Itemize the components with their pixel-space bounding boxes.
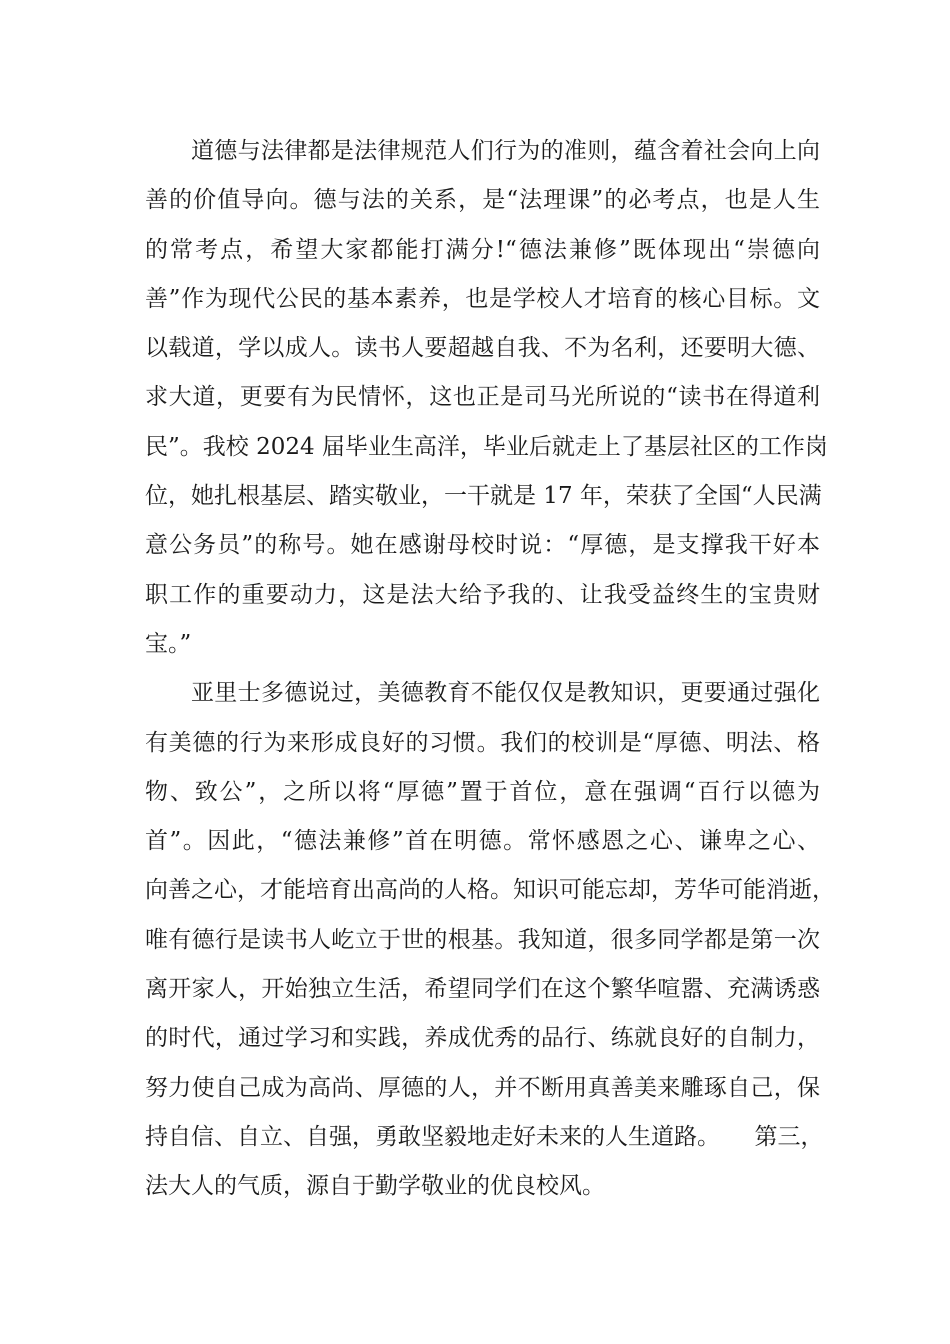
text-line: 的时代，通过学习和实践，养成优秀的品行、练就良好的自制力， — [145, 1025, 820, 1052]
text-line: 向善之心，才能培育出高尚的人格。知识可能忘却，芳华可能消逝， — [145, 877, 835, 904]
paragraph-2 — [145, 669, 835, 1211]
text-line: 唯有德行是读书人屹立于世的根基。我知道，很多同学都是第一次 — [145, 926, 820, 953]
text-line: 努力使自己成为高尚、厚德的人，并不断用真善美来雕琢自己，保 — [145, 1074, 820, 1101]
text-line: 宝。” — [145, 630, 192, 657]
text-line: 亚里士多德说过，美德教育不能仅仅是教知识，更要通过强化 — [191, 680, 820, 707]
text-line: 意公务员”的称号。她在感谢母校时说：“厚德，是支撑我干好本 — [145, 532, 820, 559]
text-line: 位，她扎根基层、踏实敬业，一干就是 17 年，荣获了全国“人民满 — [145, 483, 822, 510]
text-line: 民”。我校 2024 届毕业生高洋，毕业后就走上了基层社区的工作岗 — [145, 433, 828, 460]
text-line: 求大道，更要有为民情怀，这也正是司马光所说的“读书在得道利 — [145, 384, 820, 411]
text-line: 离开家人，开始独立生活，希望同学们在这个繁华喧嚣、充满诱惑 — [145, 976, 820, 1003]
text-line: 善”作为现代公民的基本素养，也是学校人才培育的核心目标。文 — [145, 285, 820, 312]
text-line: 职工作的重要动力，这是法大给予我的、让我受益终生的宝贵财 — [145, 581, 820, 608]
text-line: 有美德的行为来形成良好的习惯。我们的校训是“厚德、明法、格 — [145, 729, 820, 756]
text-line: 的常考点，希望大家都能打满分!“德法兼修”既体现出“崇德向 — [145, 236, 820, 263]
text-line: 物、致公”，之所以将“厚德”置于首位，意在强调“百行以德为 — [145, 778, 820, 805]
document-body — [145, 127, 835, 1212]
text-line: 善的价值导向。德与法的关系，是“法理课”的必考点，也是人生 — [145, 187, 820, 214]
text-line: 以载道，学以成人。读书人要超越自我、不为名利，还要明大德、 — [145, 335, 820, 362]
text-line: 法大人的气质，源自于勤学敬业的优良校风。 — [145, 1173, 605, 1200]
text-line: 持自信、自立、自强，勇敢坚毅地走好未来的人生道路。 第三， — [145, 1123, 824, 1150]
paragraph-1 — [145, 127, 828, 669]
text-line: 道德与法律都是法律规范人们行为的准则，蕴含着社会向上向 — [191, 138, 820, 164]
text-line: 首”。因此，“德法兼修”首在明德。常怀感恩之心、谦卑之心、 — [145, 828, 820, 855]
